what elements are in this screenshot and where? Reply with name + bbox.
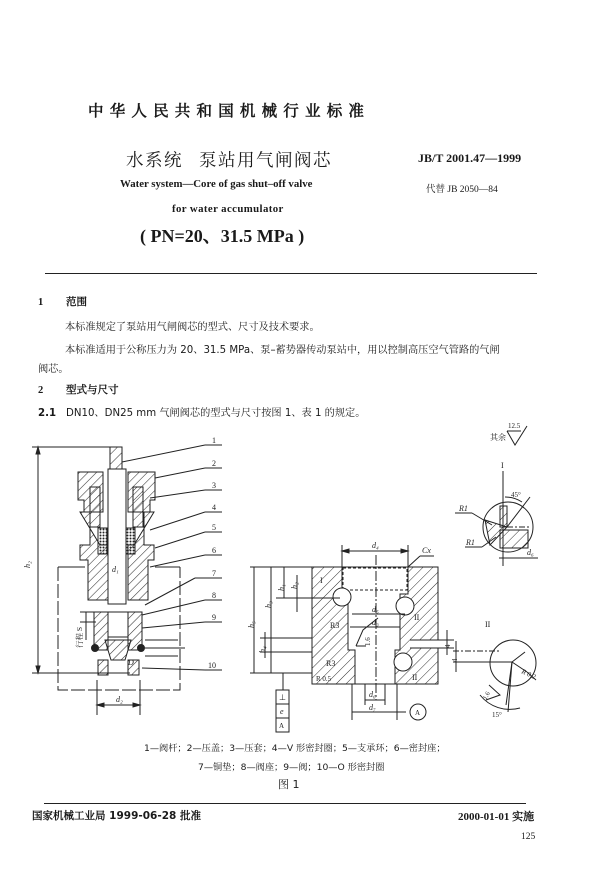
figure-title: 图 1 (278, 778, 300, 791)
svg-text:d₆: d₆ (369, 690, 376, 699)
paragraph: 本标准适用于公称压力为 20、31.5 MPa、泵–蓄势器传动泵站中，用以控制高压空气管路的气闸 (65, 345, 500, 356)
detail-II-labels (451, 620, 537, 719)
standard-title-en-line2: for water accumulator (172, 203, 284, 215)
svg-text:7: 7 (212, 569, 216, 578)
svg-text:h₄: h₄ (258, 646, 267, 653)
svg-text:d₂: d₂ (116, 695, 123, 704)
paragraph: 本标准规定了泵站用气闸阀芯的型式、尺寸及技术要求。 (65, 322, 320, 333)
svg-text:d₅: d₅ (372, 605, 379, 614)
svg-text:I: I (320, 576, 323, 585)
svg-text:R1: R1 (466, 538, 475, 547)
svg-text:8: 8 (212, 591, 216, 600)
svg-text:4: 4 (212, 503, 216, 512)
svg-text:⊥: ⊥ (279, 693, 286, 702)
paragraph: 阀芯。 (38, 364, 69, 375)
svg-text:R 0.5: R 0.5 (316, 675, 332, 683)
roughness-value: 12.5 (508, 422, 521, 430)
svg-text:h₁: h₁ (277, 584, 286, 591)
svg-text:Cx: Cx (422, 546, 431, 555)
svg-text:e: e (280, 707, 284, 716)
svg-text:1: 1 (212, 436, 216, 445)
svg-text:10: 10 (208, 661, 216, 670)
svg-text:d₄: d₄ (372, 541, 379, 550)
section-number: 1 (38, 297, 44, 308)
svg-text:3: 3 (212, 481, 216, 490)
svg-text:2: 2 (212, 459, 216, 468)
svg-text:I: I (501, 461, 504, 470)
svg-text:R3: R3 (330, 621, 340, 630)
valve-bore-section-view (250, 545, 454, 732)
title-cn-part1: 水系统 (126, 151, 183, 171)
subsection-number: 2.1 (38, 408, 57, 419)
svg-text:II: II (485, 620, 491, 629)
valve-core-section-view (32, 445, 222, 715)
svg-text:R 0.2: R 0.2 (520, 667, 537, 682)
svg-text:9: 9 (212, 613, 216, 622)
section-title: 型式与尺寸 (66, 384, 119, 396)
svg-text:h₂: h₂ (23, 561, 32, 568)
svg-text:D: D (128, 658, 134, 667)
figure-legend-line2: 7—铜垫；8—阀座；9—阀；10—O 形密封圈 (198, 762, 385, 773)
part-number-callouts (208, 436, 216, 670)
svg-text:d₇: d₇ (369, 703, 376, 712)
svg-text:h₃: h₃ (264, 601, 273, 608)
svg-text:II: II (414, 613, 420, 622)
svg-text:5: 5 (212, 523, 216, 532)
svg-text:d₁: d₁ (112, 565, 119, 574)
detail-I-view (455, 471, 538, 566)
standard-number: JB/T 2001.47—1999 (418, 151, 522, 165)
svg-text:R3: R3 (326, 659, 336, 668)
svg-text:15°: 15° (492, 711, 502, 719)
svg-text:6: 6 (212, 546, 216, 555)
title-cn-part2: 泵站用气闸阀芯 (199, 151, 332, 171)
svg-text:4: 4 (451, 658, 459, 662)
svg-text:45°: 45° (511, 491, 521, 499)
issuing-body-title: 中华人民共和国机械行业标准 (88, 102, 371, 120)
svg-text:h₅: h₅ (247, 621, 256, 628)
approval-line: 国家机械工业局 1999-06-28 批准 (32, 810, 201, 822)
svg-text:A: A (415, 709, 421, 717)
svg-text:A: A (279, 722, 285, 730)
svg-text:d₃: d₃ (372, 618, 379, 627)
page-number: 125 (521, 832, 536, 842)
section-number: 2 (38, 385, 44, 396)
left-view-labels (23, 561, 134, 704)
roughness-label: 其余 (490, 433, 506, 442)
standard-title-en-line1: Water system—Core of gas shut–off valve (120, 178, 313, 190)
footer-divider (44, 803, 526, 804)
replaces-note: 代替 JB 2050—84 (426, 185, 498, 195)
svg-text:R1: R1 (459, 504, 468, 513)
svg-text:1.6: 1.6 (364, 637, 372, 646)
subsection-text: DN10、DN25 mm 气闸阀芯的型式与尺寸按图 1、表 1 的规定。 (66, 408, 366, 419)
figure-legend-line1: 1—阀杆；2—压盖；3—压套；4—V 形密封圈；5—支承环；6—密封座； (144, 743, 446, 754)
effective-date-line: 2000-01-01 实施 (458, 811, 535, 823)
svg-text:h₂: h₂ (290, 582, 299, 589)
svg-text:II: II (412, 673, 418, 682)
svg-text:行程 S: 行程 S (75, 626, 84, 648)
surface-roughness-symbol (490, 422, 527, 445)
svg-text:1.6: 1.6 (481, 690, 492, 702)
section-title: 范围 (66, 296, 87, 308)
svg-text:4: 4 (444, 644, 452, 648)
pressure-rating: ( PN=20、31.5 MPa ) (140, 226, 305, 246)
svg-text:d₆: d₆ (527, 548, 534, 557)
